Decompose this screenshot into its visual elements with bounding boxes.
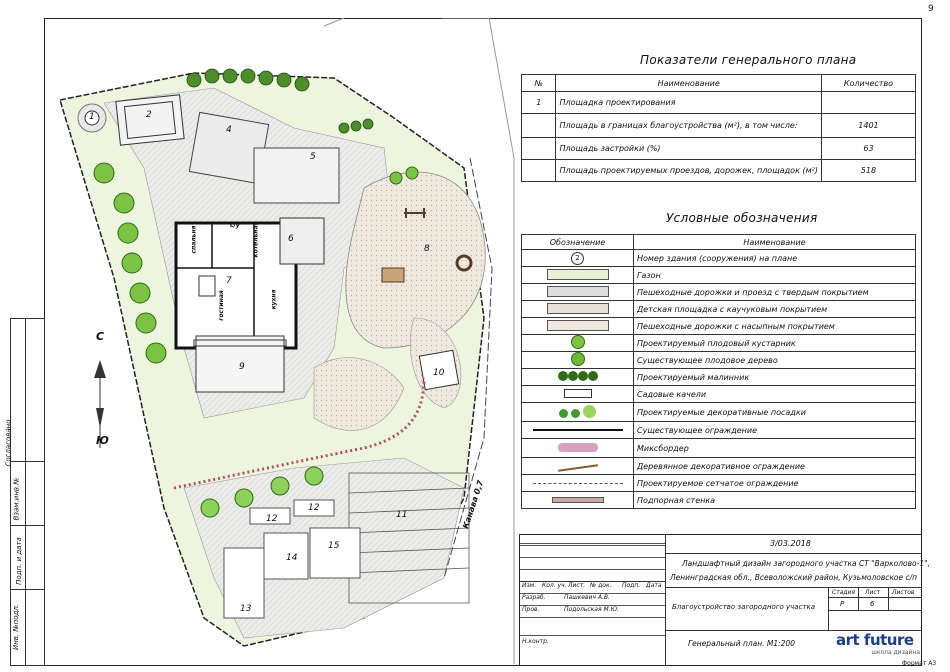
legend-row: Существующее ограждение xyxy=(522,422,916,439)
indicators-header-no: № xyxy=(522,75,556,92)
side-stamp-agreed: Согласовано xyxy=(4,419,13,467)
building-number-8: 8 xyxy=(424,244,430,254)
format-label: Формат А3 xyxy=(902,660,937,667)
col-header-izm: Изм. xyxy=(522,582,537,589)
building-number-5: 5 xyxy=(310,152,316,162)
table-row: 1 Площадка проектирования xyxy=(522,92,916,114)
legend-title: Условные обозначения xyxy=(666,211,818,225)
side-stamp-inv-orig: Инв. №подл. xyxy=(12,603,21,651)
gravel-symbol-icon xyxy=(547,320,609,331)
legend-row: 2 Номер здания (сооружения) на плане xyxy=(522,250,916,267)
lawn-symbol-icon xyxy=(547,269,609,280)
side-stamp-sign: Подп. и дата xyxy=(14,537,23,585)
number-symbol-icon: 2 xyxy=(571,252,584,265)
project-line-1: Ландшафтный дизайн загородного участка СТ "Варколово-1", xyxy=(682,559,930,568)
building-number-13: 13 xyxy=(240,604,252,614)
sheet-title: Генеральный план. М1:200 xyxy=(688,639,796,648)
side-stamp xyxy=(4,318,45,666)
col-header-list: Лист. xyxy=(568,582,586,589)
building-number-15: 15 xyxy=(328,541,340,551)
legend-row: Газон xyxy=(522,267,916,284)
building-number-6: 6 xyxy=(288,234,294,244)
room-kitchen: кухня xyxy=(270,289,278,310)
side-stamp-inv: Взам.инв.№ xyxy=(12,477,21,521)
decor-plant-symbol-icon xyxy=(559,405,595,420)
room-boiler: котельная xyxy=(252,221,260,258)
sheet-number: 9 xyxy=(928,4,934,14)
legend-row: Деревянное декоративное ограждение xyxy=(522,458,916,475)
legend-row: Проектируемый малинник xyxy=(522,369,916,386)
mesh-fence-symbol-icon xyxy=(533,483,623,484)
legend-row: Проектируемые декоративные посадки xyxy=(522,403,916,422)
fence-symbol-icon xyxy=(533,429,623,431)
table-row: Площадь в границах благоустройства (м²), в том числе: 1401 xyxy=(522,114,916,138)
legend-row: Пешеходные дорожки и проезд с твердым покрытием xyxy=(522,284,916,301)
legend-row: Миксбордер xyxy=(522,439,916,458)
building-number-12b: 12 xyxy=(308,503,320,513)
logo-subtitle: школа дизайна xyxy=(871,649,920,656)
artfuture-logo xyxy=(836,629,920,663)
legend-row: Подпорная стенка xyxy=(522,492,916,509)
room-bedroom: спальня xyxy=(190,225,198,254)
stage-header-sheets: Листов xyxy=(892,589,915,596)
role-developer: Разраб. xyxy=(522,594,546,601)
indicators-table xyxy=(521,74,916,182)
role-checker-name: Подольская М.Ю. xyxy=(564,606,619,613)
legend-row: Садовые качели xyxy=(522,386,916,403)
wood-fence-symbol-icon xyxy=(558,464,598,472)
swing-symbol-icon xyxy=(564,389,592,398)
indicators-title: Показатели генерального плана xyxy=(640,53,857,67)
stage-value: Р xyxy=(840,600,845,608)
role-checker: Пров. xyxy=(522,606,540,613)
room-wc: с/у xyxy=(230,222,240,229)
shrub-symbol-icon xyxy=(571,335,585,349)
table-row: Площадь проектируемых проездов, дорожек, площадок (м²) 518 xyxy=(522,160,916,182)
stage-header-stage: Стадия xyxy=(832,589,856,596)
building-number-12a: 12 xyxy=(266,514,278,524)
retaining-wall-symbol-icon xyxy=(552,497,604,503)
legend-table xyxy=(521,234,916,509)
room-living: гостиная xyxy=(217,290,225,321)
logo-text: art future xyxy=(836,631,914,649)
table-row: Площадь застройки (%) 63 xyxy=(522,138,916,160)
legend-header-name: Наименование xyxy=(634,235,916,250)
legend-row: Проектируемый плодовый кустарник xyxy=(522,335,916,352)
tree-symbol-icon xyxy=(571,352,585,366)
building-number-9: 9 xyxy=(239,362,245,372)
col-header-sign: Подп. xyxy=(622,582,641,589)
sheet-value: 6 xyxy=(870,600,875,608)
col-header-doc: № док. xyxy=(590,582,612,589)
col-header-kol: Кол. уч. xyxy=(542,582,567,589)
legend-row: Пешеходные дорожки с насыпным покрытием xyxy=(522,318,916,335)
building-number-4: 4 xyxy=(226,125,232,135)
building-number-1: 1 xyxy=(89,112,95,122)
building-number-2: 2 xyxy=(146,110,152,120)
legend-row: Проектируемое сетчатое ограждение xyxy=(522,475,916,492)
indicators-header-qty: Количество xyxy=(821,75,915,92)
indicators-header-name: Наименование xyxy=(556,75,821,92)
legend-row: Существующее плодовое дерево xyxy=(522,352,916,369)
project-line-2: Ленинградская обл., Всеволожский район, Кузьмоловское с/п xyxy=(670,573,918,582)
legend-row: Детская площадка с каучуковым покрытием xyxy=(522,301,916,318)
stage-header-sheet: Лист xyxy=(865,589,881,596)
north-label: С xyxy=(96,330,105,343)
stage-title: Благоустройство загородного участка xyxy=(672,603,816,611)
building-number-7: 7 xyxy=(226,276,232,286)
col-header-date: Дата xyxy=(646,582,662,589)
role-normcontrol: Н.контр. xyxy=(522,638,549,645)
mixborder-symbol-icon xyxy=(558,443,598,452)
role-developer-name: Пашкевич А.В. xyxy=(564,594,610,601)
title-date: 3/03.2018 xyxy=(770,539,811,548)
building-number-11: 11 xyxy=(396,510,408,520)
ditch-label: Канава 0,7 xyxy=(461,479,486,530)
building-number-14: 14 xyxy=(286,553,298,563)
building-number-10: 10 xyxy=(433,368,445,378)
paved-symbol-icon xyxy=(547,286,609,297)
south-label: Ю xyxy=(96,434,109,447)
raspberry-symbol-icon xyxy=(558,371,598,383)
site-plan xyxy=(44,18,520,664)
rubber-symbol-icon xyxy=(547,303,609,314)
legend-header-symbol: Обозначение xyxy=(522,235,634,250)
